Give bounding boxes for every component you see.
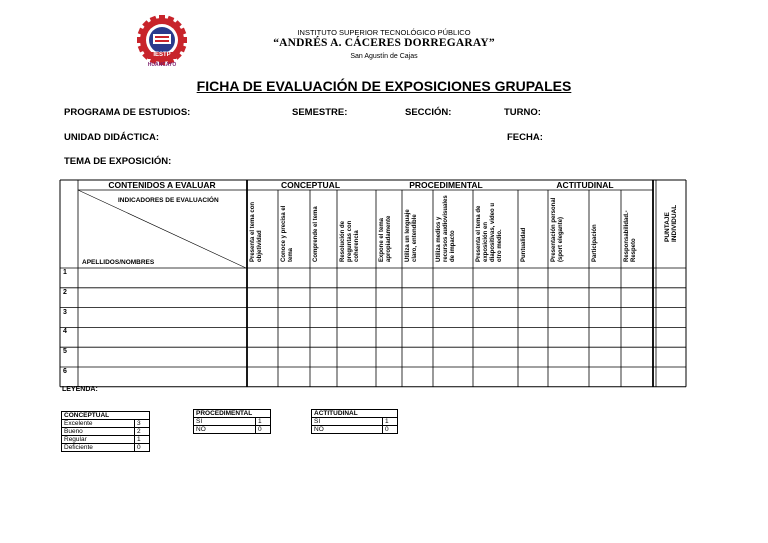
legend-conceptual <box>61 411 150 452</box>
header-group-actitudinal: ACTITUDINAL <box>556 180 614 190</box>
row-number: 1 <box>63 269 67 276</box>
row-number: 2 <box>63 288 67 296</box>
row-number: 5 <box>63 348 67 356</box>
header-apellidos: APELLIDOS/NOMBRES <box>82 259 155 266</box>
institute-location: San Agustín de Cajas <box>350 53 418 60</box>
legend-item-label: SI <box>312 418 383 426</box>
row-number: 4 <box>63 328 67 336</box>
criterion-header: Utiliza un lenguaje claro, entendible <box>405 209 418 262</box>
field-turno: TURNO: <box>504 107 541 118</box>
legend-item-label: Regular <box>62 436 135 444</box>
criterion-header: Conoce y precisa el tema <box>281 205 294 262</box>
legend-item-label: NO <box>194 426 256 434</box>
legend-item-value: 0 <box>135 444 150 452</box>
header-group-conceptual: CONCEPTUAL <box>280 180 341 190</box>
legend-procedimental-title: PROCEDIMENTAL <box>194 410 271 418</box>
criterion-header: Puntualidad <box>521 227 527 262</box>
legend-conceptual-title: CONCEPTUAL <box>62 412 150 420</box>
legend-item-value: 0 <box>383 426 398 434</box>
legend-label: LEYENDA: <box>62 386 98 393</box>
field-semestre: SEMESTRE: <box>292 107 348 118</box>
criterion-header: Presenta el tema con objetividad <box>250 201 263 262</box>
legend-item-value: 0 <box>256 426 271 434</box>
header-group-procedimental: PROCEDIMENTAL <box>409 180 483 190</box>
criterion-header: Responsabilidad.-Respeto <box>624 210 637 262</box>
criterion-header: Utiliza medios y recursos audiovisuales de impacto <box>436 195 456 262</box>
field-tema: TEMA DE EXPOSICIÓN: <box>64 156 172 167</box>
puntaje-header: PUNTAJE INDIVIDUAL <box>664 204 678 242</box>
field-fecha: FECHA: <box>507 132 543 143</box>
criterion-header: Presentación personal (sport elegante) <box>551 197 564 262</box>
legend-item-label: Excelente <box>62 420 135 428</box>
criterion-header: Presenta el tema de exposición en diapositivas, video u otro medio. <box>476 202 503 262</box>
criterion-header: Expone el tema apropiadamente <box>379 215 392 262</box>
legend-procedimental <box>193 409 271 434</box>
legend-actitudinal-title: ACTITUDINAL <box>312 410 398 418</box>
legend-item-value: 2 <box>135 428 150 436</box>
criterion-header: Resolución de preguntas con coherencia <box>340 220 360 262</box>
legend-item-value: 3 <box>135 420 150 428</box>
legend-item-label: SI <box>194 418 256 426</box>
legend-item-value: 1 <box>383 418 398 426</box>
legend-item-label: Bueno <box>62 428 135 436</box>
legend-item-label: NO <box>312 426 383 434</box>
logo-acronym: IESTP <box>153 52 171 58</box>
logo-city: HUANCAYO <box>147 62 177 68</box>
institute-type: INSTITUTO SUPERIOR TECNOLÓGICO PÚBLICO <box>297 28 471 37</box>
legend-item-value: 1 <box>256 418 271 426</box>
header-contenidos: CONTENIDOS A EVALUAR <box>108 180 216 190</box>
criterion-header: Participación <box>592 224 598 262</box>
criterion-header: Comprende el tema <box>313 206 319 262</box>
field-unidad: UNIDAD DIDÁCTICA: <box>64 132 159 143</box>
row-number: 3 <box>63 308 67 316</box>
field-seccion: SECCIÓN: <box>405 107 452 118</box>
page-title: FICHA DE EVALUACIÓN DE EXPOSICIONES GRUPALES <box>196 78 572 94</box>
legend-item-label: Deficiente <box>62 444 135 452</box>
row-number: 6 <box>63 368 67 375</box>
institute-name: “ANDRÉS A. CÁCERES DORREGARAY” <box>273 37 495 49</box>
field-programa: PROGRAMA DE ESTUDIOS: <box>64 107 191 118</box>
legend-actitudinal <box>311 409 398 434</box>
header-indicadores: INDICADORES DE EVALUACIÓN <box>118 197 219 204</box>
legend-item-value: 1 <box>135 436 150 444</box>
